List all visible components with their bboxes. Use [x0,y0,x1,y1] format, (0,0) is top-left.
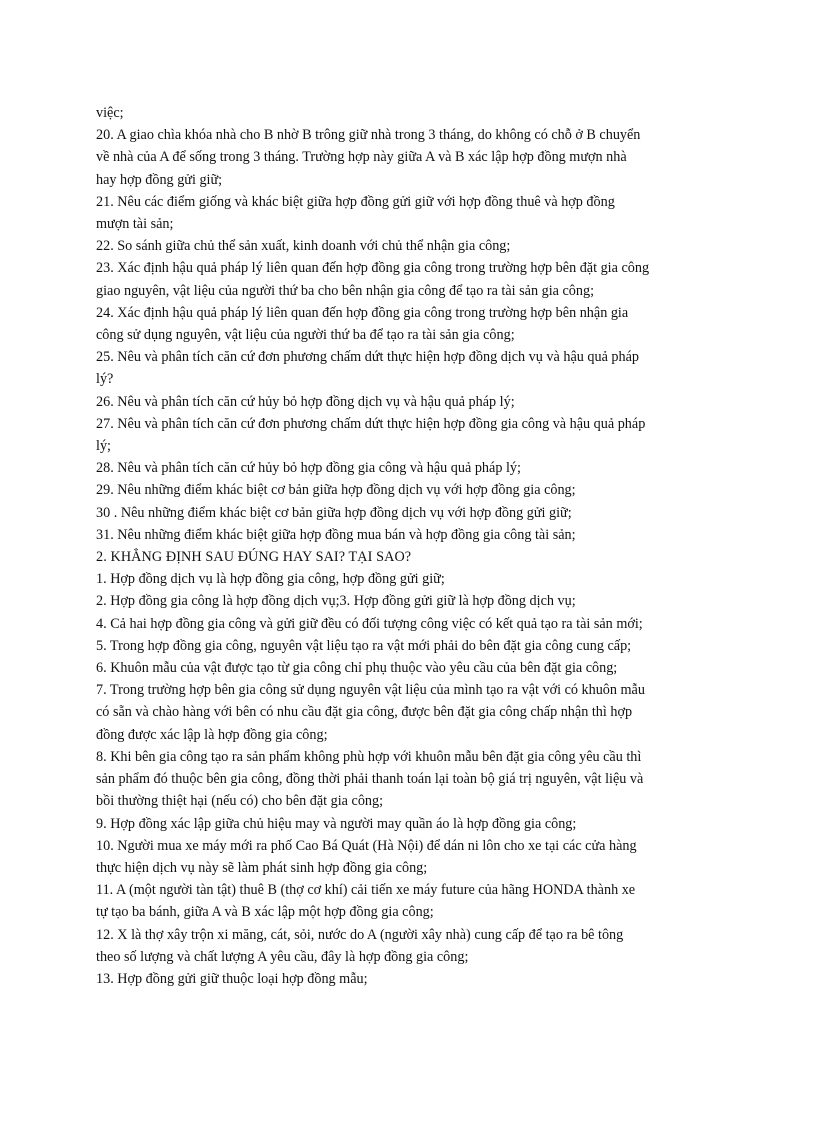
text-line: lý; [96,438,111,455]
text-line: 6. Khuôn mẫu của vật được tạo từ gia công chỉ phụ thuộc vào yêu cầu của bên đặt gia công; [96,660,618,677]
text-line: 22. So sánh giữa chủ thể sản xuất, kinh doanh với chủ thể nhận gia công; [96,238,511,255]
text-line: 8. Khi bên gia công tạo ra sản phẩm không phù hợp với khuôn mẫu bên đặt gia công yêu cầu thì [96,748,642,765]
text-line: 10. Người mua xe máy mới ra phố Cao Bá Quát (Hà Nội) để dán ni lôn cho xe tại các cửa hàng [96,837,637,854]
document-page [96,102,736,990]
text-line: 21. Nêu các điểm giống và khác biệt giữa hợp đồng gửi giữ với hợp đồng thuê và hợp đồng [96,193,615,210]
text-line: 24. Xác định hậu quả pháp lý liên quan đến hợp đồng gia công trong trường hợp bên nhận gia [96,304,629,321]
text-line: 25. Nêu và phân tích căn cứ đơn phương chấm dứt thực hiện hợp đồng dịch vụ và hậu quả pháp [96,349,639,366]
text-line: 30 . Nêu những điểm khác biệt cơ bản giữa hợp đồng dịch vụ với hợp đồng gửi giữ; [96,504,572,521]
text-line: thực hiện dịch vụ này sẽ làm phát sinh hợp đồng gia công; [96,859,428,876]
text-line: lý? [96,371,114,388]
text-line: hay hợp đồng gửi giữ; [96,171,223,188]
text-line: 2. Hợp đồng gia công là hợp đồng dịch vụ;3. Hợp đồng gửi giữ là hợp đồng dịch vụ; [96,593,576,610]
text-line: 20. A giao chìa khóa nhà cho B nhờ B trông giữ nhà trong 3 tháng, do không có chỗ ở B chuyển [96,127,641,144]
text-line: theo số lượng và chất lượng A yêu cầu, đây là hợp đồng gia công; [96,948,469,965]
text-line: bồi thường thiệt hại (nếu có) cho bên đặt gia công; [96,793,384,810]
text-line: 9. Hợp đồng xác lập giữa chủ hiệu may và người may quần áo là hợp đồng gia công; [96,815,577,832]
text-line: 11. A (một người tàn tật) thuê B (thợ cơ khí) cải tiến xe máy future của hãng HONDA thành xe [96,882,636,899]
text-line: 28. Nêu và phân tích căn cứ hủy bỏ hợp đồng gia công và hậu quả pháp lý; [96,460,521,477]
text-line: công sử dụng nguyên, vật liệu của người thứ ba để tạo ra tài sản gia công; [96,327,515,344]
text-line: về nhà của A để sống trong 3 tháng. Trường hợp này giữa A và B xác lập hợp đồng mượn nhà [96,149,627,166]
text-line: đồng được xác lập là hợp đồng gia công; [96,726,328,743]
text-line: 29. Nêu những điểm khác biệt cơ bản giữa hợp đồng dịch vụ với hợp đồng gia công; [96,482,576,499]
text-line: 12. X là thợ xây trộn xi măng, cát, sỏi, nước do A (người xây nhà) cung cấp để tạo ra bê tông [96,926,624,943]
text-line: việc; [96,105,124,121]
text-line: giao nguyên, vật liệu của người thứ ba cho bên nhận gia công để tạo ra tài sản gia công; [96,282,595,299]
text-line: 5. Trong hợp đồng gia công, nguyên vật liệu tạo ra vật mới phải do bên đặt gia công cung cấp; [96,637,632,654]
text-line: 31. Nêu những điểm khác biệt giữa hợp đồng mua bán và hợp đồng gia công tài sản; [96,526,576,543]
text-line: 1. Hợp đồng dịch vụ là hợp đồng gia công, hợp đồng gửi giữ; [96,571,445,588]
text-line: sản phẩm đó thuộc bên gia công, đồng thời phải thanh toán lại toàn bộ giá trị nguyên, vật liệu và [96,771,644,788]
text-line: có sẵn và chào hàng với bên có nhu cầu đặt gia công, được bên đặt gia công chấp nhận thì hợp [96,704,633,721]
text-line: tự tạo ba bánh, giữa A và B xác lập một hợp đồng gia công; [96,904,434,921]
text-line: mượn tài sản; [96,216,174,233]
text-line: 26. Nêu và phân tích căn cứ hủy bỏ hợp đồng dịch vụ và hậu quả pháp lý; [96,393,515,410]
text-line: 4. Cả hai hợp đồng gia công và gửi giữ đều có đối tượng công việc có kết quả tạo ra tài sản mới; [96,615,643,632]
text-line: 7. Trong trường hợp bên gia công sử dụng nguyên vật liệu của mình tạo ra vật với có khuôn mẫu [96,682,645,699]
text-line: 27. Nêu và phân tích căn cứ đơn phương chấm dứt thực hiện hợp đồng gia công và hậu quả pháp [96,415,646,432]
section-heading: 2. KHẲNG ĐỊNH SAU ĐÚNG HAY SAI? TẠI SAO? [96,549,412,566]
text-line: 23. Xác định hậu quả pháp lý liên quan đến hợp đồng gia công trong trường hợp bên đặt gia công [96,260,650,277]
text-line: 13. Hợp đồng gửi giữ thuộc loại hợp đồng mẫu; [96,970,368,987]
